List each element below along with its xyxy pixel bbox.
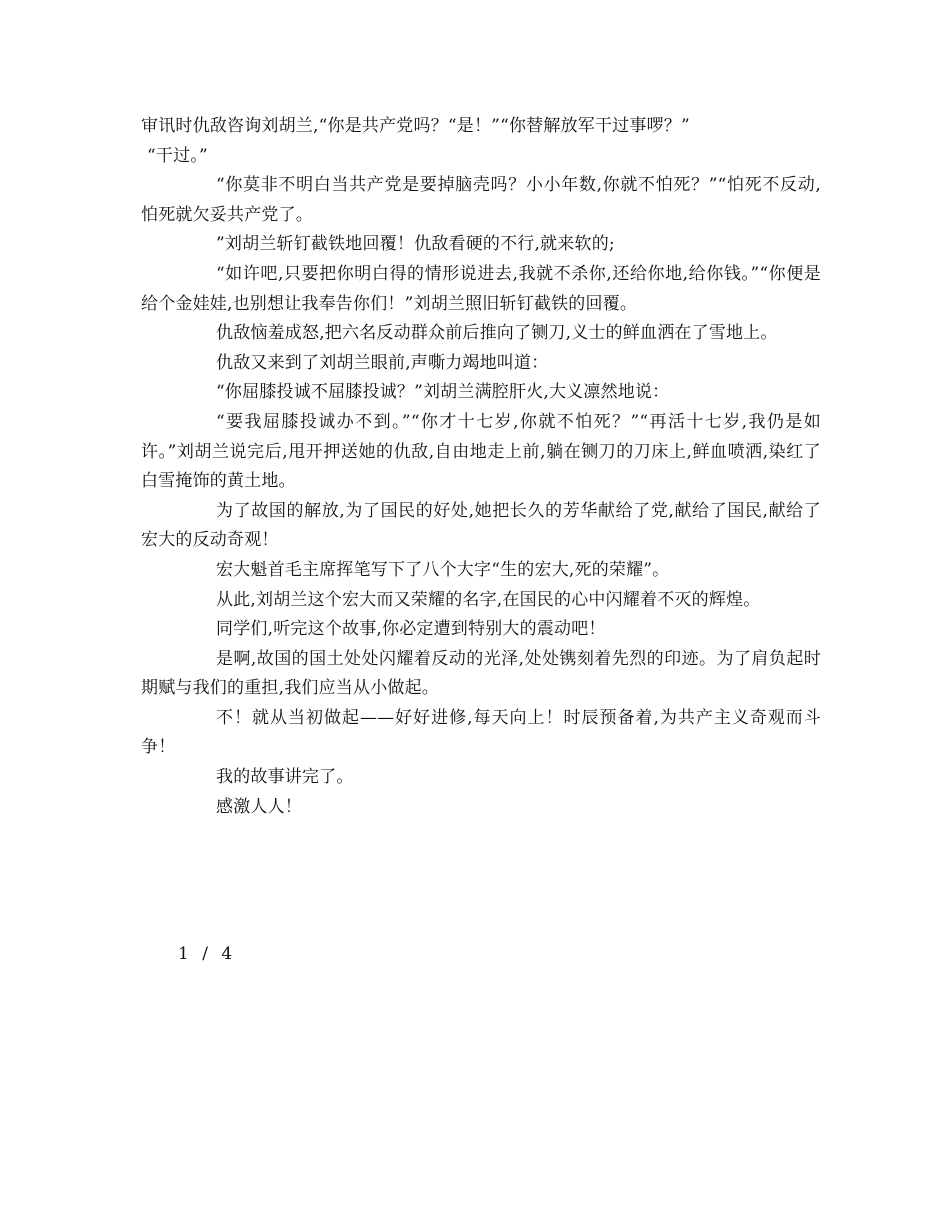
paragraph-13: 同学们,听完这个故事,你必定遭到特别大的震动吧！ <box>216 619 606 640</box>
paragraph-15: 不！就从当初做起——好好进修,每天向上！时辰预备着,为共产主义奇观而斗争！ <box>141 707 821 758</box>
paragraph-1: 审讯时仇敌咨询刘胡兰,“你是共产党吗？“是！”“你替解放军干过事啰？” <box>141 116 690 136</box>
paragraph-3: “你莫非不明白当共产党是要掉脑壳吗？小小年数,你就不怕死？”“怕死不反动,怕死就欠妥共产党了。 <box>141 175 821 225</box>
paragraph-7: 仇敌又来到了刘胡兰眼前,声嘶力竭地叫道： <box>216 352 549 373</box>
paragraph-9: “要我屈膝投诚办不到。”“你才十七岁,你就不怕死？”“再活十七岁,我仍是如许。”刘胡兰说完后,甩开押送她的仇敌,自由地走上前,躺在铡刀的刀床上,鲜血喷洒,染红了白雪掩饰的黄土地。 <box>141 411 821 492</box>
paragraph-14: 是啊,故国的国土处处闪耀着反动的光泽,处处镌刻着先烈的印迹。为了肩负起时期赋与我们的重担,我们应当从小做起。 <box>141 648 821 699</box>
paragraph-17: 感激人人！ <box>216 796 302 817</box>
paragraph-2: “干过。” <box>147 145 208 166</box>
page-number: 1 / 4 <box>178 944 237 964</box>
document-body <box>141 112 821 822</box>
paragraph-12: 从此,刘胡兰这个宏大而又荣耀的名字,在国民的心中闪耀着不灭的辉煌。 <box>216 589 761 610</box>
paragraph-10: 为了故国的解放,为了国民的好处,她把长久的芳华献给了党,献给了国民,献给了宏大的反动奇观！ <box>141 500 821 551</box>
paragraph-16: 我的故事讲完了。 <box>216 767 354 788</box>
paragraph-6: 仇敌恼羞成怒,把六名反动群众前后推向了铡刀,义士的鲜血洒在了雪地上。 <box>216 323 778 344</box>
paragraph-5: “如许吧,只要把你明白得的情形说进去,我就不杀你,还给你地,给你钱。”“你便是给个金娃娃,也别想让我奉告你们！”刘胡兰照旧斩钉截铁的回覆。 <box>141 263 821 314</box>
paragraph-8: “你屈膝投诚不屈膝投诚？”刘胡兰满腔肝火,大义凛然地说： <box>216 382 670 403</box>
paragraph-4: ”刘胡兰斩钉截铁地回覆！仇敌看硬的不行,就来软的; <box>216 234 615 255</box>
paragraph-11: 宏大魁首毛主席挥笔写下了八个大字“生的宏大,死的荣耀”。 <box>216 559 670 580</box>
